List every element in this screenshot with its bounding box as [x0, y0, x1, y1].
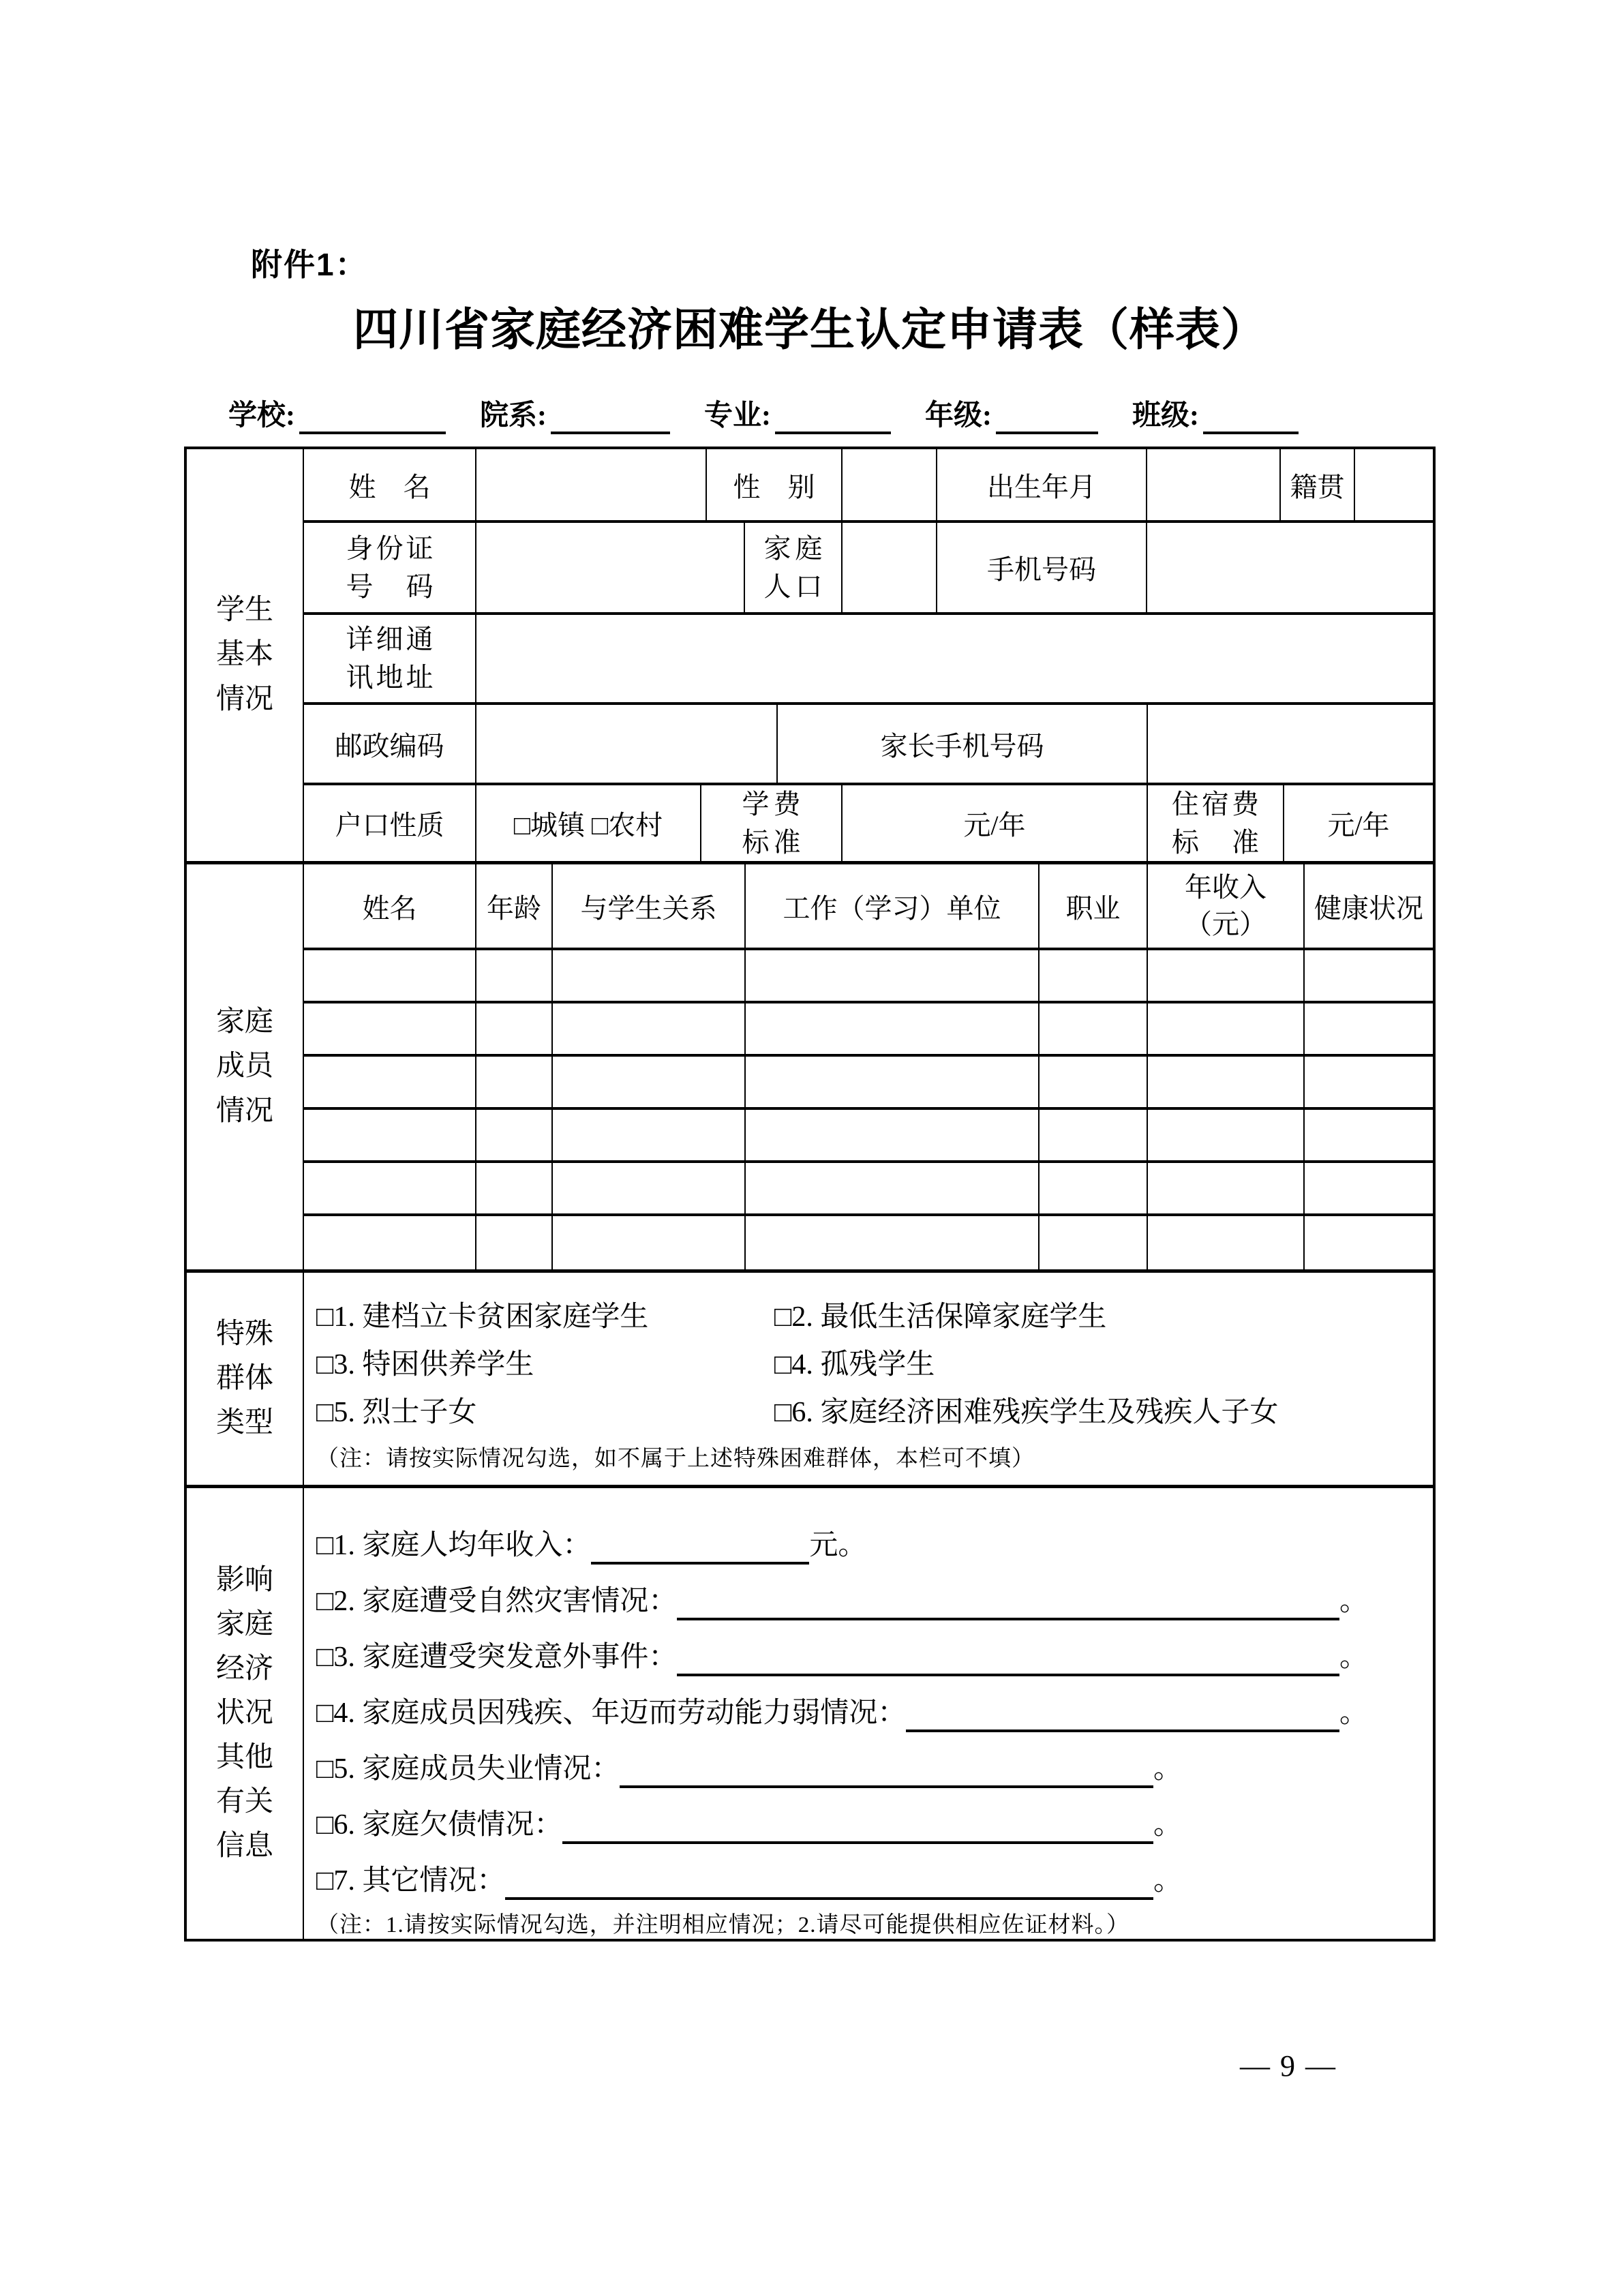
- fill-blank-line: [677, 1665, 1339, 1676]
- mailing-address-label: 详细通讯地址: [304, 615, 476, 702]
- empty-cell: [304, 1057, 476, 1107]
- empty-cell: [1040, 1110, 1148, 1160]
- postal-code-label: 邮政编码: [304, 705, 476, 783]
- class-blank-line: [1203, 425, 1299, 434]
- empty-cell: [1040, 1057, 1148, 1107]
- empty-cell: [1148, 1003, 1305, 1054]
- impact-item-label: □3. 家庭遭受突发意外事件：: [316, 1641, 678, 1673]
- empty-cell: [1148, 1163, 1305, 1213]
- empty-cell: [1148, 1057, 1305, 1107]
- checkbox-item-4: □4. 孤残学生: [774, 1349, 935, 1380]
- class-field: [1132, 402, 1299, 434]
- checkbox-item-5: □5. 烈士子女: [316, 1397, 477, 1428]
- section-special-group-type: [187, 1273, 1433, 1488]
- checkbox-item-3: □3. 特困供养学生: [316, 1349, 534, 1380]
- impact-item-label: □2. 家庭遭受自然灾害情况：: [316, 1585, 678, 1617]
- fill-blank-line: [906, 1721, 1339, 1732]
- section-student-basic-info: [187, 449, 1433, 864]
- family-col-occupation: 职业: [1040, 864, 1148, 948]
- major-field: [704, 402, 891, 434]
- checkbox-row: [316, 1290, 1433, 1338]
- impact-item-suffix: 。: [1339, 1641, 1368, 1673]
- family-col-workunit: 工作（学习）单位: [746, 864, 1040, 948]
- impact-item-label: □6. 家庭欠债情况：: [316, 1809, 563, 1841]
- empty-cell: [476, 1163, 553, 1213]
- impact-item-disaster: [316, 1565, 1433, 1620]
- impact-section-note: （注：1.请按实际情况勾选，并注明相应情况；2.请尽可能提供相应佐证材料。）: [316, 1913, 1129, 1937]
- postal-code-value-cell: [476, 705, 778, 783]
- empty-cell: [1040, 1216, 1148, 1269]
- grade-field: [925, 402, 1098, 434]
- family-empty-row: [304, 1216, 1433, 1269]
- special-section-note: （注：请按实际情况勾选，如不属于上述特殊困难群体，本栏可不填）: [316, 1447, 1035, 1471]
- row-name-gender-birth-origin: [304, 449, 1433, 523]
- impact-item-suffix: 元。: [809, 1529, 867, 1561]
- section-label-text: 影响家庭经济状况其他有关信息: [215, 1564, 273, 1862]
- impact-item-list: [304, 1488, 1433, 1939]
- empty-cell: [1305, 1003, 1433, 1054]
- lodging-unit-cell: 元/年: [1327, 810, 1390, 841]
- empty-cell: [553, 1110, 746, 1160]
- school-field: [228, 402, 446, 434]
- empty-cell: [553, 1057, 746, 1107]
- checkbox-row: [316, 1386, 1433, 1434]
- special-checkbox-list: [304, 1273, 1433, 1485]
- hukou-checkbox-options: □城镇 □农村: [476, 785, 701, 861]
- hukou-type-label: 户口性质: [304, 785, 476, 861]
- impact-item-unemployment: [316, 1732, 1433, 1788]
- empty-cell: [1305, 950, 1433, 1001]
- empty-cell: [476, 1110, 553, 1160]
- empty-cell: [476, 950, 553, 1001]
- birth-date-label: 出生年月: [937, 449, 1147, 520]
- family-col-age: 年龄: [476, 864, 553, 948]
- tuition-unit-cell: 元/年: [843, 785, 1148, 861]
- empty-cell: [304, 950, 476, 1001]
- empty-cell: [746, 950, 1040, 1001]
- family-col-health: 健康状况: [1314, 892, 1423, 924]
- section-impact-info: [187, 1488, 1433, 1939]
- impact-item-suffix: 。: [1153, 1809, 1182, 1841]
- impact-item-suffix: 。: [1339, 1697, 1368, 1729]
- section-label-special: [187, 1273, 304, 1485]
- department-field: [480, 402, 670, 434]
- mailing-address-value-cell: [476, 615, 1433, 702]
- family-header-row: [304, 864, 1433, 950]
- impact-item-other: [316, 1844, 1433, 1900]
- empty-cell: [1040, 1003, 1148, 1054]
- family-size-value-cell: [843, 523, 937, 612]
- checkbox-row: [316, 1338, 1433, 1386]
- grade-label: 年级:: [925, 400, 992, 432]
- empty-cell: [746, 1003, 1040, 1054]
- family-empty-row: [304, 1003, 1433, 1057]
- impact-item-label: □4. 家庭成员因残疾、年迈而劳动能力弱情况：: [316, 1697, 907, 1729]
- family-rows: [304, 864, 1433, 1269]
- student-rows: [304, 449, 1433, 861]
- impact-item-suffix: 。: [1339, 1585, 1368, 1617]
- family-empty-row: [304, 1110, 1433, 1163]
- section-label-family: [187, 864, 304, 1269]
- impact-item-label: □1. 家庭人均年收入：: [316, 1529, 592, 1561]
- impact-content: [304, 1488, 1433, 1939]
- page-title: 四川省家庭经济困难学生认定申请表（样表）: [353, 305, 1266, 355]
- empty-cell: [553, 1216, 746, 1269]
- empty-cell: [304, 1216, 476, 1269]
- origin-value-cell: [1355, 449, 1433, 520]
- family-col-relation: 与学生关系: [553, 864, 746, 948]
- attachment-label: 附件1：: [251, 247, 368, 282]
- empty-cell: [476, 1216, 553, 1269]
- page-number: — 9 —: [1240, 2049, 1337, 2083]
- section-label-text: 学生基本情况: [215, 594, 273, 715]
- empty-cell: [1040, 950, 1148, 1001]
- empty-cell: [304, 1003, 476, 1054]
- birth-date-value-cell: [1147, 449, 1281, 520]
- impact-item-suffix: 。: [1153, 1753, 1182, 1785]
- impact-item-debt: [316, 1788, 1433, 1844]
- name-value-cell: [476, 449, 707, 520]
- empty-cell: [1305, 1163, 1433, 1213]
- row-postal-parentphone: [304, 705, 1433, 785]
- major-blank-line: [775, 425, 891, 434]
- impact-item-suffix: 。: [1153, 1864, 1182, 1897]
- empty-cell: [746, 1057, 1040, 1107]
- family-col-name: 姓名: [304, 864, 476, 948]
- family-empty-row: [304, 1057, 1433, 1110]
- major-label: 专业:: [704, 400, 771, 432]
- gender-value-cell: [843, 449, 937, 520]
- fill-blank-line: [620, 1777, 1153, 1788]
- section-label-student: [187, 449, 304, 861]
- gender-label: 性 别: [707, 449, 843, 520]
- empty-cell: [1305, 1110, 1433, 1160]
- empty-cell: [1305, 1057, 1433, 1107]
- origin-label: 籍贯: [1281, 449, 1355, 520]
- section-family-members: [187, 864, 1433, 1273]
- empty-cell: [1148, 1216, 1305, 1269]
- grade-blank-line: [996, 425, 1098, 434]
- id-number-label: 身份证号码: [304, 523, 476, 612]
- fill-blank-line: [677, 1610, 1339, 1620]
- section-label-text: 特殊群体类型: [215, 1318, 273, 1439]
- special-content: [304, 1273, 1433, 1485]
- name-label: 姓 名: [304, 449, 476, 520]
- empty-cell: [476, 1003, 553, 1054]
- section-label-impact: [187, 1488, 304, 1939]
- row-mailing-address: [304, 615, 1433, 705]
- department-blank-line: [551, 425, 670, 434]
- row-hukou-tuition-lodging: [304, 785, 1433, 861]
- empty-cell: [304, 1163, 476, 1213]
- empty-cell: [746, 1163, 1040, 1213]
- parent-phone-label: 家长手机号码: [778, 705, 1148, 783]
- empty-cell: [1148, 1110, 1305, 1160]
- impact-item-label: □7. 其它情况：: [316, 1864, 506, 1897]
- empty-cell: [476, 1057, 553, 1107]
- empty-cell: [746, 1110, 1040, 1160]
- department-label: 院系:: [480, 400, 547, 432]
- empty-cell: [553, 950, 746, 1001]
- fill-blank-line: [591, 1554, 809, 1565]
- impact-item-accident: [316, 1620, 1433, 1676]
- row-id-familysize-phone: [304, 523, 1433, 615]
- mobile-phone-value-cell: [1147, 523, 1433, 612]
- checkbox-item-1: □1. 建档立卡贫困家庭学生: [316, 1301, 649, 1333]
- section-label-text: 家庭成员情况: [215, 1006, 273, 1127]
- empty-cell: [746, 1216, 1040, 1269]
- empty-cell: [1305, 1216, 1433, 1269]
- impact-item-disability: [316, 1676, 1433, 1732]
- fill-blank-line: [562, 1833, 1153, 1844]
- tuition-standard-label: 学费标准: [701, 785, 843, 861]
- family-empty-row: [304, 950, 1433, 1003]
- family-empty-row: [304, 1163, 1433, 1216]
- fill-blank-line: [505, 1889, 1153, 1900]
- empty-cell: [1148, 950, 1305, 1001]
- application-form-table: [184, 447, 1436, 1942]
- class-label: 班级:: [1132, 400, 1199, 432]
- school-info-line: [228, 392, 1387, 434]
- empty-cell: [304, 1110, 476, 1160]
- mobile-phone-label: 手机号码: [937, 523, 1147, 612]
- school-blank-line: [299, 425, 446, 434]
- empty-cell: [553, 1003, 746, 1054]
- empty-cell: [553, 1163, 746, 1213]
- impact-item-label: □5. 家庭成员失业情况：: [316, 1753, 620, 1785]
- impact-item-income: [316, 1509, 1433, 1565]
- lodging-standard-label: 住宿费标准: [1148, 785, 1284, 861]
- family-col-income: 年收入（元）: [1148, 864, 1305, 948]
- checkbox-item-6: □6. 家庭经济困难残疾学生及残疾人子女: [774, 1397, 1279, 1428]
- id-number-value-cell: [476, 523, 745, 612]
- checkbox-item-2: □2. 最低生活保障家庭学生: [774, 1301, 1107, 1333]
- parent-phone-value-cell: [1148, 705, 1433, 783]
- school-label: 学校:: [228, 400, 295, 432]
- empty-cell: [1040, 1163, 1148, 1213]
- family-size-label: 家庭人口: [745, 523, 843, 612]
